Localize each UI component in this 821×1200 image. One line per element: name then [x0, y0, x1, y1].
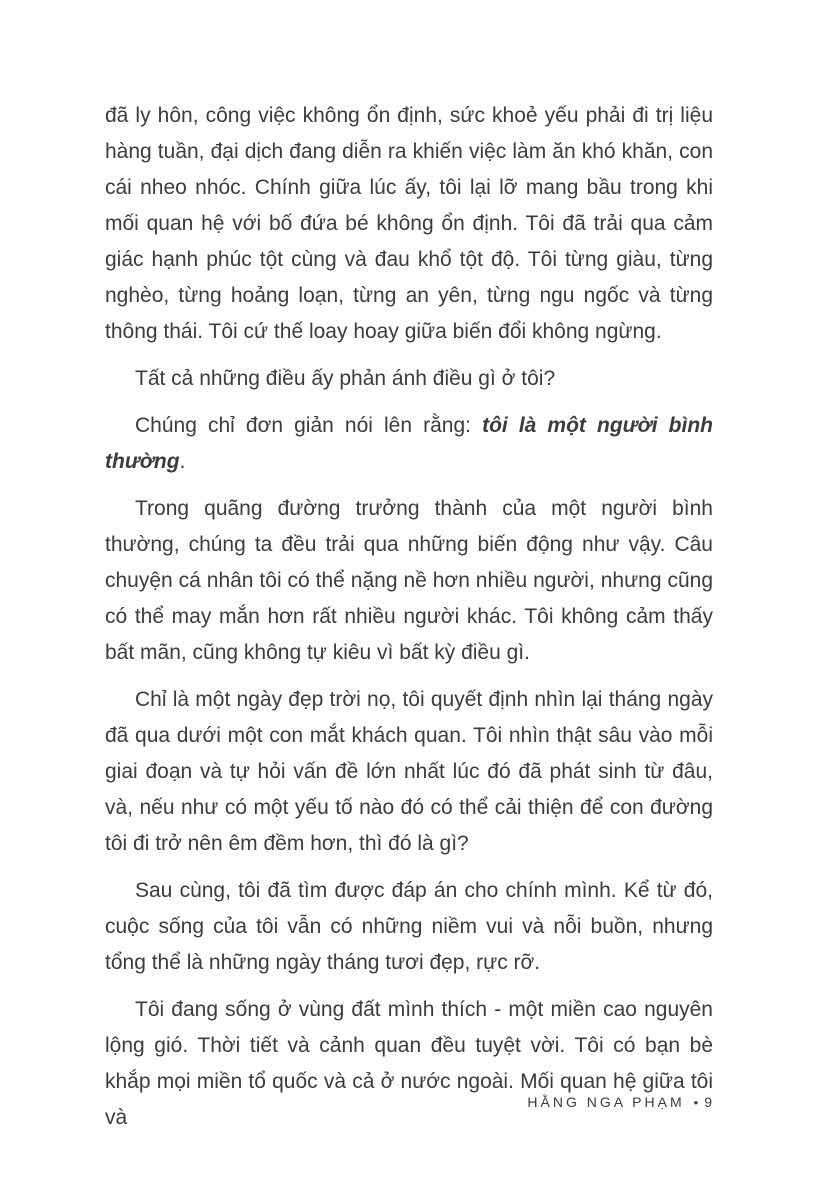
running-footer-author: HẰNG NGA PHẠM — [527, 1094, 685, 1110]
paragraph — [105, 361, 713, 397]
body-text-segment: Trong quãng đường trưởng thành của một người bình thường, chúng ta đều trải qua những biến động như vậy. Câu chuyện cá nhân tôi có thể nặng nề hơn nhiều người, nhưng cũng có thể may mắn hơn rất nhiều người khác. Tôi không cảm thấy bất mãn, cũng không tự kiêu vì bất kỳ điều gì. — [105, 497, 713, 664]
paragraph — [105, 98, 713, 350]
paragraph — [105, 992, 713, 1136]
body-text-segment: Tất cả những điều ấy phản ánh điều gì ở tôi? — [135, 367, 556, 390]
body-text-segment: Chúng chỉ đơn giản nói lên rằng: — [135, 414, 483, 437]
body-text-segment: Sau cùng, tôi đã tìm được đáp án cho chính mình. Kể từ đó, cuộc sống của tôi vẫn có những niềm vui và nỗi buồn, nhưng tổng thể là những ngày tháng tươi đẹp, rực rỡ. — [105, 879, 713, 974]
footer-bullet-separator: • — [693, 1095, 699, 1110]
body-text-segment: Chỉ là một ngày đẹp trời nọ, tôi quyết định nhìn lại tháng ngày đã qua dưới một con mắt khách quan. Tôi nhìn thật sâu vào mỗi giai đoạn và tự hỏi vấn đề lớn nhất lúc đó đã phát sinh từ đâu, và, nếu như có một yếu tố nào đó có thể cải thiện để con đường tôi đi trở nên êm đềm hơn, thì đó là gì? — [105, 688, 713, 855]
body-text-segment: Tôi đang sống ở vùng đất mình thích - một miền cao nguyên lộng gió. Thời tiết và cảnh quan đều tuyệt vời. Tôi có bạn bè khắp mọi miền tổ quốc và cả ở nước ngoài. Mối quan hệ giữa tôi và — [105, 998, 713, 1129]
paragraph — [105, 408, 713, 480]
page-number: 9 — [704, 1094, 712, 1110]
body-text-segment: đã ly hôn, công việc không ổn định, sức khoẻ yếu phải đi trị liệu hàng tuần, đại dịch đang diễn ra khiến việc làm ăn khó khăn, con cái nheo nhóc. Chính giữa lúc ấy, tôi lại lỡ mang bầu trong khi mối quan hệ với bố đứa bé không ổn định. Tôi đã trải qua cảm giác hạnh phúc tột cùng và đau khổ tột độ. Tôi từng giàu, từng nghèo, từng hoảng loạn, từng an yên, từng ngu ngốc và từng thông thái. Tôi cứ thế loay hoay giữa biến đổi không ngừng. — [105, 104, 713, 343]
paragraph — [105, 873, 713, 981]
paragraph — [105, 491, 713, 671]
emphasized-text: tôi là một người bình thường — [105, 414, 713, 473]
page-footer — [527, 1094, 712, 1110]
paragraph — [105, 682, 713, 862]
body-text-segment: . — [179, 450, 186, 473]
body-text — [105, 98, 713, 1136]
